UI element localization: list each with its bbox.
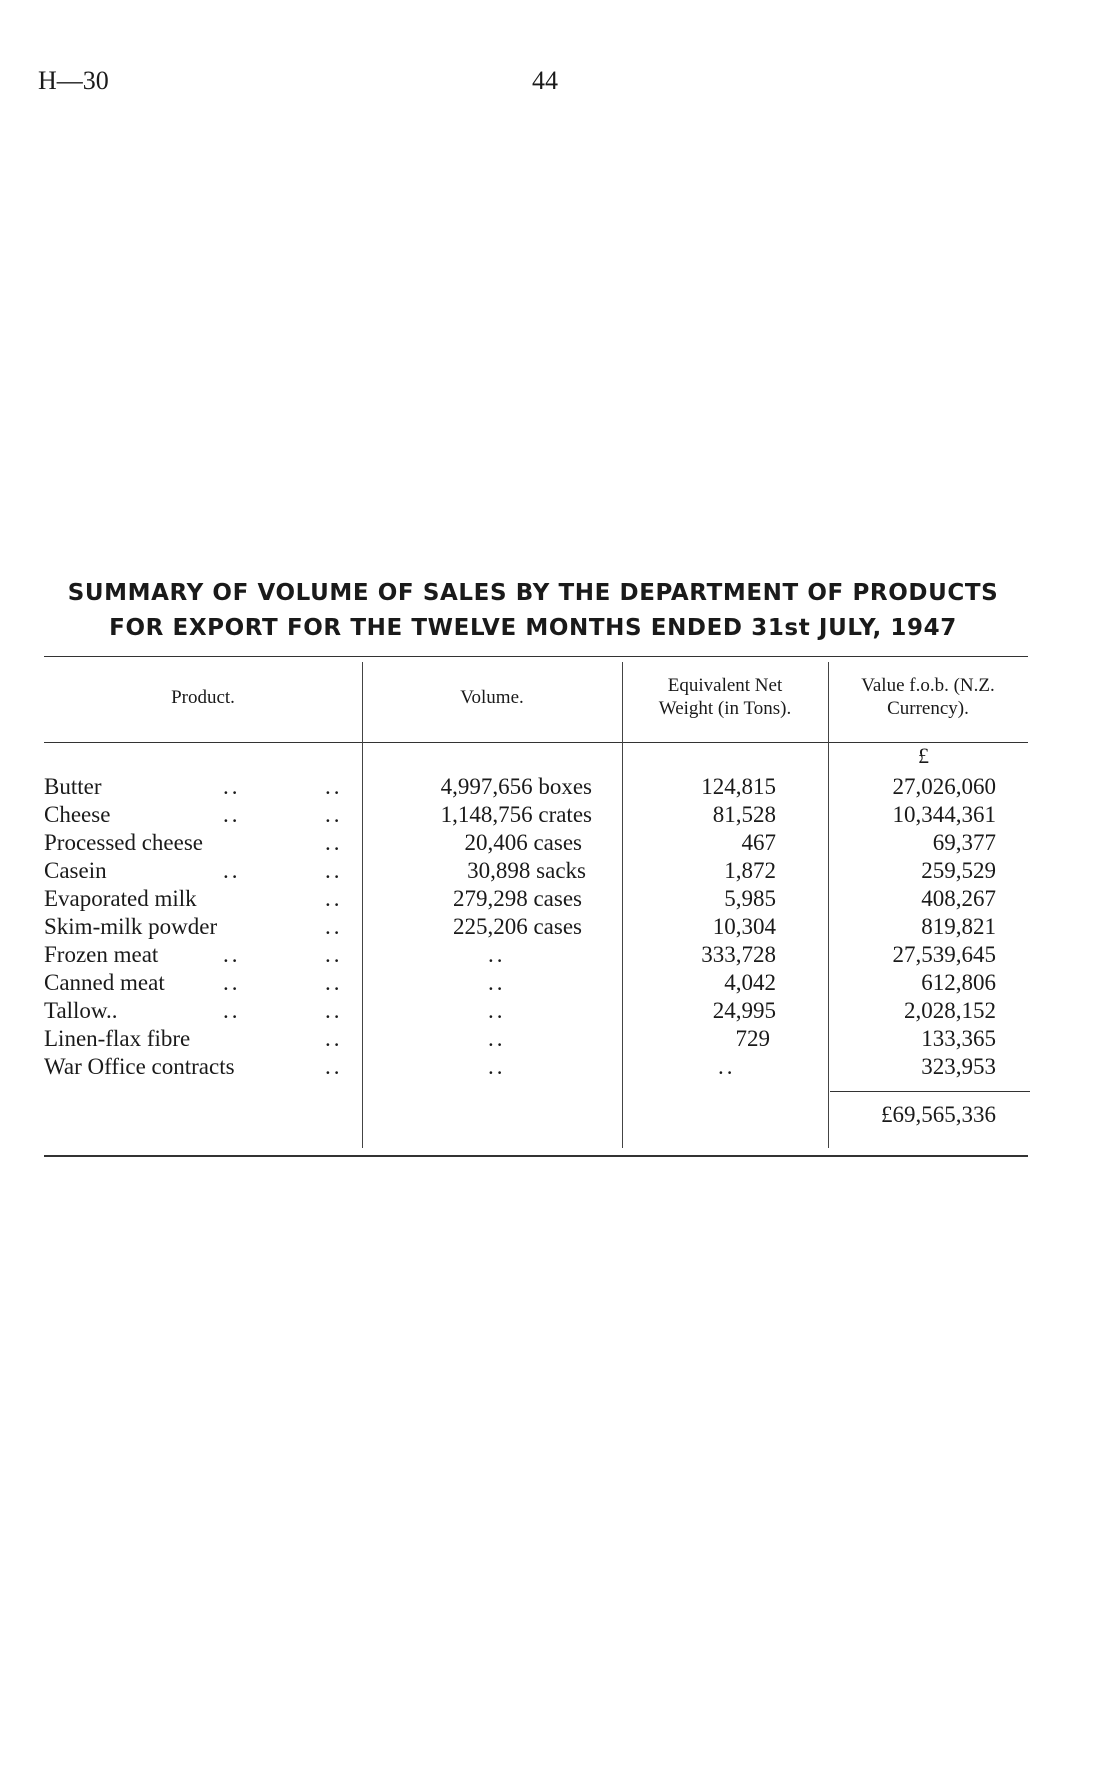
header-volume: Volume. [460, 687, 524, 708]
leader-dots: .. [223, 858, 241, 883]
value-cell: 133,365 [921, 1026, 996, 1051]
product-cell: Frozen meat [44, 942, 159, 967]
value-cell: 27,539,645 [892, 942, 996, 967]
total-rule [830, 1091, 1030, 1092]
leader-dots: .. [223, 970, 241, 995]
value-cell: 819,821 [921, 914, 996, 939]
header-weight [622, 674, 828, 720]
header-bottom-rule [44, 742, 1028, 743]
weight-cell: 81,528 [712, 802, 776, 827]
weight-cell: 24,995 [712, 998, 776, 1023]
volume-cell: .. [488, 1026, 506, 1051]
product-cell: Cheese [44, 802, 111, 827]
product-cell: Linen-flax fibre [44, 1026, 191, 1051]
product-cell: Skim-milk powder [44, 914, 218, 939]
product-cell: Canned meat [44, 970, 165, 995]
weight-cell: 729 [735, 1026, 770, 1051]
volume-cell: .. [488, 1054, 506, 1079]
header-value-line-1: Value f.o.b. (N.Z. [861, 675, 995, 696]
weight-cell: 10,304 [712, 914, 776, 939]
leader-dots: .. [325, 886, 343, 911]
header-value-line-2: Currency). [887, 698, 969, 719]
volume-cell: 4,997,656 boxes [440, 774, 592, 799]
grand-total: £69,565,336 [881, 1102, 996, 1127]
table-bottom-rule [44, 1155, 1028, 1157]
header-weight-line-1: Equivalent Net [667, 675, 783, 696]
volume-cell: 279,298 cases [452, 886, 582, 911]
volume-cell: 1,148,756 crates [440, 802, 592, 827]
currency-symbol: £ [918, 743, 929, 768]
page-number: 44 [532, 66, 558, 95]
value-cell: 10,344,361 [892, 802, 996, 827]
product-cell: Processed cheese [44, 830, 204, 855]
product-cell: Tallow.. [44, 998, 118, 1023]
column-separator-2 [622, 662, 623, 1148]
title-line-2: FOR EXPORT FOR THE TWELVE MONTHS ENDED 31st JULY, 1947 [109, 615, 957, 641]
leader-dots: .. [325, 774, 343, 799]
weight-cell: .. [718, 1054, 736, 1079]
leader-dots: .. [223, 774, 241, 799]
header-product: Product. [171, 687, 235, 708]
volume-cell: .. [488, 942, 506, 967]
page-reference: H—30 [38, 66, 109, 95]
weight-cell: 124,815 [701, 774, 776, 799]
volume-cell: .. [488, 970, 506, 995]
weight-cell: 467 [741, 830, 776, 855]
product-cell: Casein [44, 858, 107, 883]
leader-dots: .. [223, 998, 241, 1023]
weight-cell: 1,872 [724, 858, 776, 883]
header-weight-line-2: Weight (in Tons). [658, 698, 792, 719]
leader-dots: .. [223, 802, 241, 827]
value-cell: 69,377 [932, 830, 996, 855]
leader-dots: .. [223, 942, 241, 967]
leader-dots: .. [325, 1026, 343, 1051]
volume-cell: .. [488, 998, 506, 1023]
product-cell: Evaporated milk [44, 886, 197, 911]
volume-cell: 30,898 sacks [467, 858, 586, 883]
value-cell: 408,267 [921, 886, 996, 911]
value-cell: 2,028,152 [904, 998, 996, 1023]
weight-cell: 5,985 [724, 886, 776, 911]
leader-dots: .. [325, 802, 343, 827]
volume-cell: 225,206 cases [452, 914, 582, 939]
leader-dots: .. [325, 970, 343, 995]
weight-cell: 4,042 [724, 970, 776, 995]
value-cell: 612,806 [921, 970, 996, 995]
volume-cell: 20,406 cases [464, 830, 582, 855]
column-separator-3 [828, 662, 829, 1148]
leader-dots: .. [325, 942, 343, 967]
leader-dots: .. [325, 914, 343, 939]
value-cell: 323,953 [921, 1054, 996, 1079]
weight-cell: 333,728 [701, 942, 776, 967]
leader-dots: .. [325, 998, 343, 1023]
value-cell: 259,529 [921, 858, 996, 883]
product-cell: Butter [44, 774, 102, 799]
value-cell: 27,026,060 [892, 774, 996, 799]
header-value [828, 674, 1028, 720]
leader-dots: .. [325, 830, 343, 855]
leader-dots: .. [325, 858, 343, 883]
table-top-rule [44, 656, 1028, 657]
leader-dots: .. [325, 1054, 343, 1079]
title-line-1: SUMMARY OF VOLUME OF SALES BY THE DEPARTMENT OF PRODUCTS [67, 580, 999, 606]
product-cell: War Office contracts [44, 1054, 235, 1079]
